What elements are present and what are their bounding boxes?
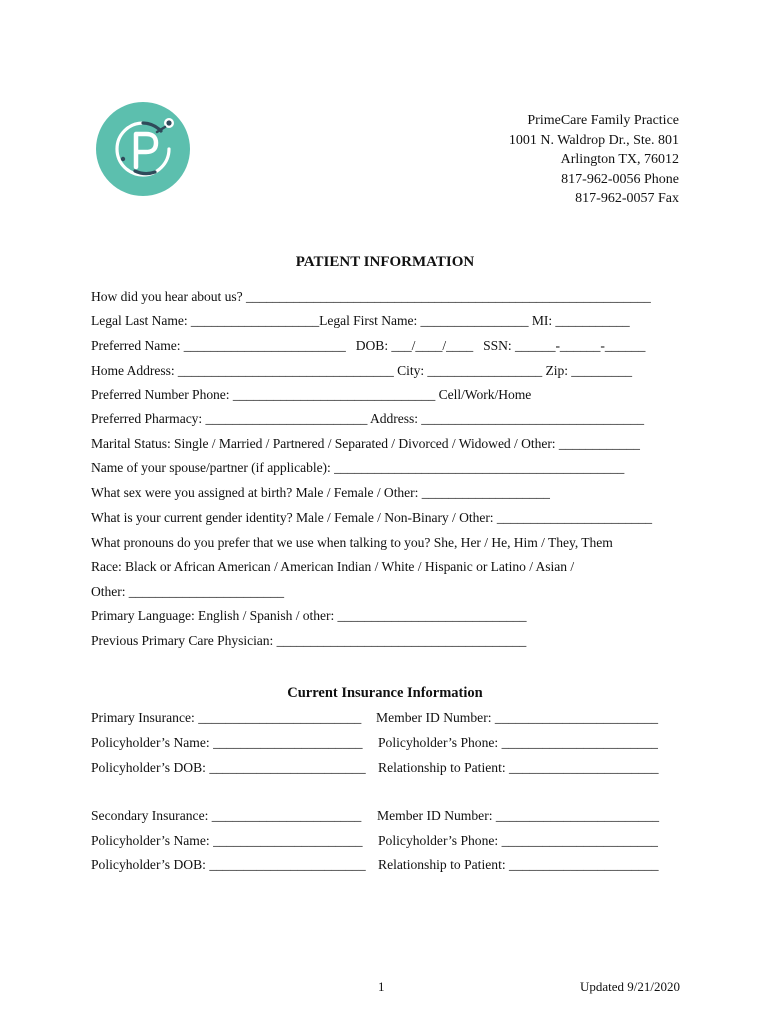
gender-identity-field[interactable]: What is your current gender identity? Male / Female / Non-Binary / Other: _______________________ [91, 510, 653, 525]
city-state-zip: Arlington TX, 76012 [560, 152, 679, 167]
primary-policyholder-dob-field[interactable]: Policyholder’s DOB: _______________________ [91, 760, 366, 775]
primary-insurance-field[interactable]: Primary Insurance: ________________________ [91, 710, 362, 725]
primary-policyholder-name-field[interactable]: Policyholder’s Name: ______________________ [91, 735, 363, 750]
preferred-pharmacy-field[interactable]: Preferred Pharmacy: ________________________ Address: _________________________________ [91, 411, 644, 426]
marital-status-field[interactable]: Marital Status: Single / Married / Partnered / Separated / Divorced / Widowed / Other: ____________ [91, 436, 640, 451]
preferred-phone-field[interactable]: Preferred Number Phone: ______________________________ Cell/Work/Home [91, 387, 532, 402]
secondary-policyholder-name-field[interactable]: Policyholder’s Name: ______________________ [91, 833, 363, 848]
secondary-member-id-field[interactable]: Member ID Number: ________________________ [377, 808, 660, 823]
insurance-section-title: Current Insurance Information [287, 685, 483, 701]
secondary-relationship-field[interactable]: Relationship to Patient: ______________________ [378, 857, 659, 872]
spouse-name-field[interactable]: Name of your spouse/partner (if applicable): ___________________________________________ [91, 460, 625, 475]
secondary-policyholder-phone-field[interactable]: Policyholder’s Phone: _______________________ [378, 833, 658, 848]
primary-policyholder-phone-field[interactable]: Policyholder’s Phone: _______________________ [378, 735, 658, 750]
race-field[interactable]: Race: Black or African American / American Indian / White / Hispanic or Latino / Asian / [91, 559, 575, 574]
updated-date: Updated 9/21/2020 [579, 979, 680, 994]
primecare-p-logo-icon [95, 101, 191, 197]
secondary-insurance-field[interactable]: Secondary Insurance: ______________________ [91, 808, 362, 823]
race-other-field[interactable]: Other: _______________________ [91, 584, 284, 599]
fax-number: 817-962-0057 Fax [575, 191, 679, 206]
street-address: 1001 N. Waldrop Dr., Ste. 801 [508, 132, 679, 148]
practice-address [509, 111, 679, 209]
primary-relationship-field[interactable]: Relationship to Patient: ______________________ [378, 760, 659, 775]
preferred-name-dob-ssn-field[interactable]: Preferred Name: ________________________ DOB: ___/____/____ SSN: ______-______-______ [91, 338, 646, 353]
secondary-policyholder-dob-field[interactable]: Policyholder’s DOB: _______________________ [91, 857, 366, 872]
home-address-field[interactable]: Home Address: ________________________________ City: _________________ Zip: _________ [91, 363, 633, 378]
referral-source-field[interactable]: How did you hear about us? ____________________________________________________________ [91, 289, 651, 304]
legal-name-field[interactable]: Legal Last Name: ___________________Legal First Name: ________________ MI: ___________ [91, 313, 630, 328]
primary-member-id-field[interactable]: Member ID Number: ________________________ [376, 710, 659, 725]
practice-name: PrimeCare Family Practice [527, 113, 679, 128]
phone-number: 817-962-0056 Phone [561, 171, 679, 187]
page-number: 1 [378, 979, 385, 994]
page-title: PATIENT INFORMATION [295, 254, 475, 270]
pronouns-field[interactable]: What pronouns do you prefer that we use when talking to you? She, Her / He, Him / They, Them [91, 535, 613, 550]
sex-assigned-field[interactable]: What sex were you assigned at birth? Male / Female / Other: ___________________ [91, 485, 550, 500]
previous-physician-field[interactable]: Previous Primary Care Physician: _____________________________________ [91, 633, 527, 648]
primary-language-field[interactable]: Primary Language: English / Spanish / other: ____________________________ [91, 608, 527, 623]
